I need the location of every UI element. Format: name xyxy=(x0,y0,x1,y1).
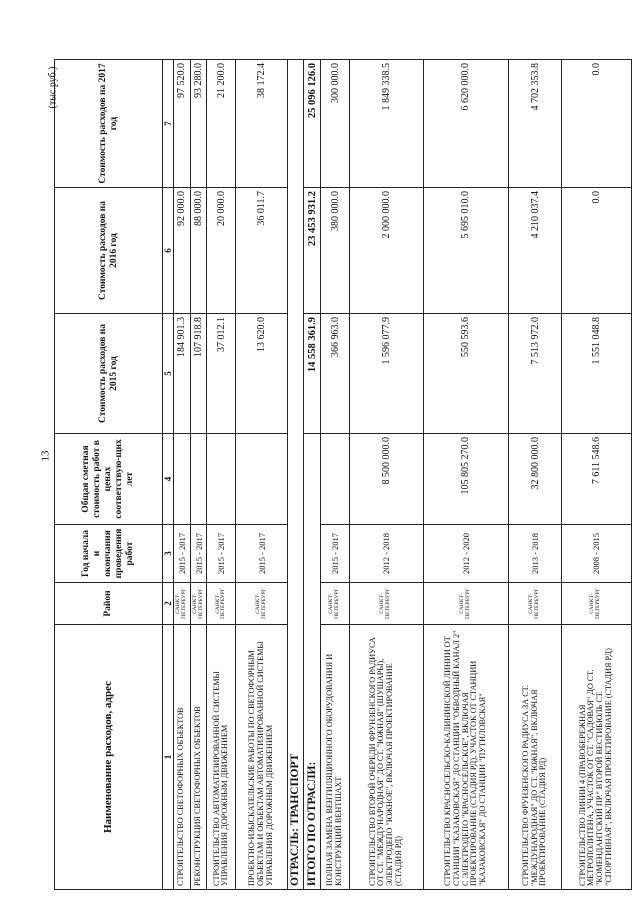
expenses-table xyxy=(54,59,632,890)
row-estimate xyxy=(321,434,350,525)
column-number: 1 xyxy=(163,625,174,890)
page-number: 13 xyxy=(39,450,52,462)
table-row xyxy=(561,60,631,890)
row-cost-2016: 20 000.0 xyxy=(207,188,236,314)
header-cost-2017: Стоимость расходов на 2017 год xyxy=(55,60,163,188)
row-name: РЕКОНСТРУКЦИЯ СВЕТОФОРНЫХ ОБЪЕКТОВ xyxy=(190,625,207,890)
row-cost-2017: 300 000.0 xyxy=(321,60,350,188)
total-row xyxy=(304,60,321,890)
row-cost-2015: 13 620.0 xyxy=(236,314,287,434)
row-name: СТРОИТЕЛЬСТВО КРАСНОСЕЛЬСКО-КАЛИНИНСКОЙ ЛИНИИ ОТ СТАНЦИИ "КАЗАКОВСКАЯ" ДО СТАНЦИИ "ОБВОДНЫЙ КАНАЛ 2" С ЭЛЕКТРОДЕПО "КРАСНОСЕЛЬСКОЕ", ВКЛЮЧАЯ ПРОЕКТИРОВАНИЕ (СТАДИЯ РД), УЧАСТОК ОТ СТАНЦИИ "КАЗАКОВСКАЯ" ДО СТАНЦИИ "ПУТИЛОВСКАЯ" xyxy=(423,625,509,890)
table-row xyxy=(190,60,207,890)
row-estimate: 32 800 000.0 xyxy=(509,434,561,525)
row-cost-2017: 1 849 338.5 xyxy=(350,60,424,188)
row-estimate xyxy=(236,434,287,525)
column-number: 2 xyxy=(163,583,174,625)
header-row xyxy=(55,60,163,890)
column-number: 3 xyxy=(163,525,174,583)
row-estimate xyxy=(190,434,207,525)
row-estimate: 7 611 548.6 xyxy=(561,434,631,525)
header-cost-2015: Стоимость расходов на 2015 год xyxy=(55,314,163,434)
row-cost-2016: 0.0 xyxy=(561,188,631,314)
row-period: 2008 - 2015 xyxy=(561,525,631,583)
rotated-table-wrapper xyxy=(54,60,632,890)
row-name: ПРОЕКТНО-ИЗЫСКАТЕЛЬСКИЕ РАБОТЫ ПО СВЕТОФОРНЫМ ОБЪЕКТАМ И ОБЪЕКТАМ АВТОМАТИЗИРОВАННОЙ СИСТЕМЫ УПРАВЛЕНИЯ ДОРОЖНЫМ ДВИЖЕНИЕМ xyxy=(236,625,287,890)
column-number: 5 xyxy=(163,314,174,434)
table-row xyxy=(509,60,561,890)
row-period: 2012 - 2018 xyxy=(350,525,424,583)
table-row xyxy=(423,60,509,890)
unit-note: (тыс.руб.) xyxy=(47,66,59,109)
row-district: САНКТ-ПЕТЕРБУРГ xyxy=(174,583,191,625)
table-row xyxy=(321,60,350,890)
row-cost-2015: 366 963.0 xyxy=(321,314,350,434)
row-name: СТРОИТЕЛЬСТВО АВТОМАТИЗИРОВАННОЙ СИСТЕМЫ УПРАВЛЕНИЯ ДОРОЖНЫМ ДВИЖЕНИЕМ xyxy=(207,625,236,890)
row-cost-2015: 1 551 048.8 xyxy=(561,314,631,434)
row-name: СТРОИТЕЛЬСТВО ВТОРОЙ ОЧЕРЕДИ ФРУНЗЕНСКОГО РАДИУСА ОТ СТ. "МЕЖДУНАРОДНАЯ" ДО СТ. "ЮЖНАЯ" (ШУШАРЫ), ЭЛЕКТРОДЕПО "ЮЖНОЕ", ВКЛЮЧАЯ ПРОЕКТИРОВАНИЕ (СТАДИЯ РД) xyxy=(350,625,424,890)
header-estimate: Общая сметная стоимость работ в ценах соответствую-щих лет xyxy=(55,434,163,525)
column-number: 7 xyxy=(163,60,174,188)
row-district: САНКТ-ПЕТЕРБУРГ xyxy=(207,583,236,625)
total-cost-2016: 23 453 931.2 xyxy=(304,188,321,314)
section-label: ОТРАСЛЬ: ТРАНСПОРТ xyxy=(287,60,304,890)
row-cost-2016: 92 000.0 xyxy=(174,188,191,314)
row-estimate xyxy=(174,434,191,525)
total-label: ИТОГО ПО ОТРАСЛИ: xyxy=(304,434,321,890)
column-number-row xyxy=(163,60,174,890)
row-period: 2013 - 2018 xyxy=(509,525,561,583)
row-estimate: 105 805 270.0 xyxy=(423,434,509,525)
row-estimate: 8 500 000.0 xyxy=(350,434,424,525)
row-district: САНКТ-ПЕТЕРБУРГ xyxy=(236,583,287,625)
row-district: САНКТ-ПЕТЕРБУРГ xyxy=(190,583,207,625)
total-cost-2015: 14 558 361.9 xyxy=(304,314,321,434)
row-period: 2015 - 2017 xyxy=(236,525,287,583)
row-cost-2016: 2 000 000.0 xyxy=(350,188,424,314)
header-district: Район xyxy=(55,583,163,625)
column-number: 4 xyxy=(163,434,174,525)
row-cost-2017: 6 620 000.0 xyxy=(423,60,509,188)
row-name: СТРОИТЕЛЬСТВО СВЕТОФОРНЫХ ОБЪЕКТОВ xyxy=(174,625,191,890)
row-period: 2015 - 2017 xyxy=(207,525,236,583)
row-name: СТРОИТЕЛЬСТВО ФРУНЗЕНСКОГО РАДИУСА ЗА СТ. "МЕЖДУНАРОДНАЯ" ДО СТ. "ЮЖНАЯ", ВКЛЮЧАЯ ПРОЕКТИРОВАНИЕ (СТАДИЯ РД) xyxy=(509,625,561,890)
table-row xyxy=(236,60,287,890)
row-cost-2017: 0.0 xyxy=(561,60,631,188)
header-period: Год начала и окончания проведения работ xyxy=(55,525,163,583)
row-cost-2016: 36 011.7 xyxy=(236,188,287,314)
total-cost-2017: 25 096 126.0 xyxy=(304,60,321,188)
row-district: САНКТ-ПЕТЕРБУРГ xyxy=(350,583,424,625)
row-cost-2017: 38 172.4 xyxy=(236,60,287,188)
row-period: 2012 - 2020 xyxy=(423,525,509,583)
row-period: 2015 - 2017 xyxy=(174,525,191,583)
row-cost-2015: 1 596 077.9 xyxy=(350,314,424,434)
row-cost-2015: 184 901.3 xyxy=(174,314,191,434)
row-cost-2017: 97 520.0 xyxy=(174,60,191,188)
table-row xyxy=(350,60,424,890)
row-estimate xyxy=(207,434,236,525)
row-district: САНКТ-ПЕТЕРБУРГ xyxy=(509,583,561,625)
section-row xyxy=(287,60,304,890)
row-cost-2015: 7 513 972.0 xyxy=(509,314,561,434)
row-cost-2016: 88 000.0 xyxy=(190,188,207,314)
row-district: САНКТ-ПЕТЕРБУРГ xyxy=(423,583,509,625)
row-cost-2016: 5 695 010.0 xyxy=(423,188,509,314)
table-row xyxy=(174,60,191,890)
row-cost-2015: 37 012.1 xyxy=(207,314,236,434)
row-cost-2016: 4 210 037.4 xyxy=(509,188,561,314)
row-period: 2015 - 2017 xyxy=(190,525,207,583)
header-name: Наименование расходов, адрес xyxy=(55,625,163,890)
table-row xyxy=(207,60,236,890)
row-cost-2015: 550 593.6 xyxy=(423,314,509,434)
row-district: САНКТ-ПЕТЕРБУРГ xyxy=(561,583,631,625)
row-cost-2017: 21 200.0 xyxy=(207,60,236,188)
row-cost-2016: 380 000.0 xyxy=(321,188,350,314)
row-district: САНКТ-ПЕТЕРБУРГ xyxy=(321,583,350,625)
row-cost-2017: 4 702 353.8 xyxy=(509,60,561,188)
column-number: 6 xyxy=(163,188,174,314)
row-cost-2015: 107 918.8 xyxy=(190,314,207,434)
row-period: 2015 - 2017 xyxy=(321,525,350,583)
row-name: СТРОИТЕЛЬСТВО ЛИНИИ 4 (ПРАВОБЕРЕЖНАЯ МЕТРОПОЛИТЕНА, УЧАСТОК ОТ СТ. "САДОВАЯ" ДО СТ. "КОМЕНДАНТСКИЙ ПР." ВТОРОЙ ВЕСТИБЮЛЬ СТ. "СПОРТИВНАЯ", ВКЛЮЧАЯ ПРОЕКТИРОВАНИЕ (СТАДИЯ РД) xyxy=(561,625,631,890)
row-cost-2017: 93 280.0 xyxy=(190,60,207,188)
header-cost-2016: Стоимость расходов на 2016 год xyxy=(55,188,163,314)
row-name: ПОЛНАЯ ЗАМЕНА ВЕНТИЛЯЦИОННОГО ОБОРУДОВАНИЯ И КОНСТРУКЦИЙ ВЕНТШАХТ xyxy=(321,625,350,890)
